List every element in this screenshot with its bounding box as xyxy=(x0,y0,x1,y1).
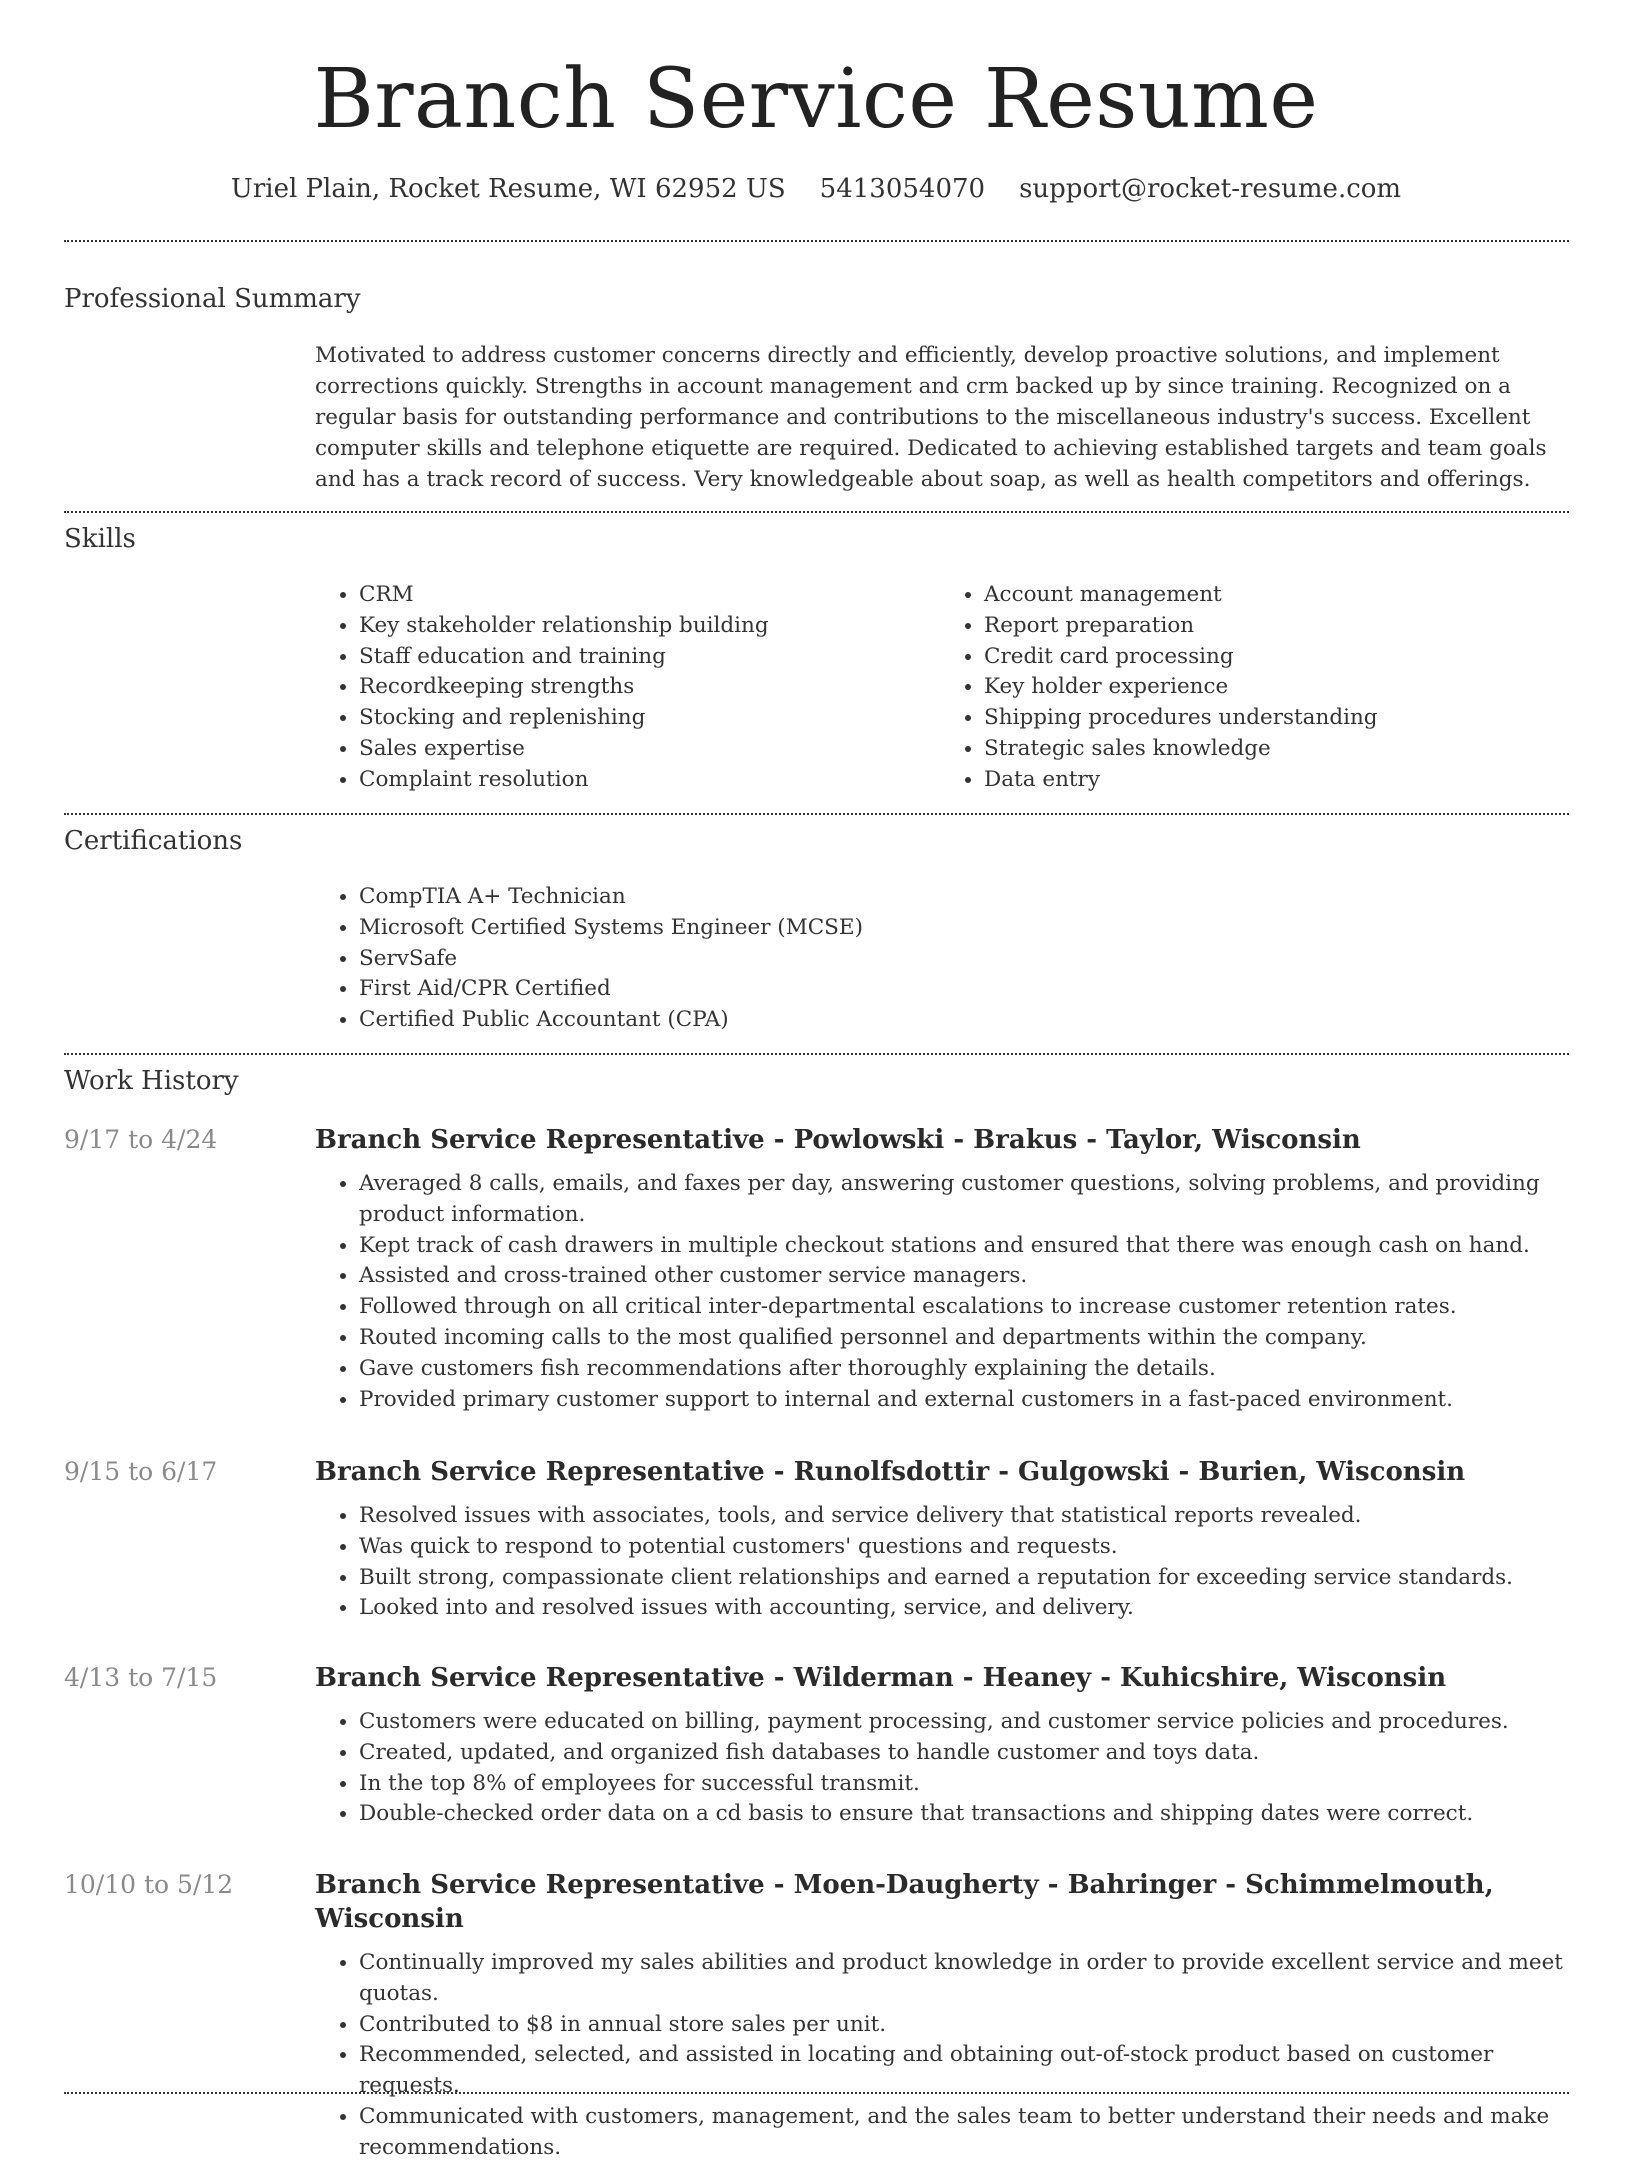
summary-section xyxy=(315,340,1565,495)
job-bullet: • Was quick to respond to potential customers' questions and requests. xyxy=(359,1532,1565,1563)
skill-item: • Stocking and replenishing xyxy=(359,703,940,734)
skill-item: • Strategic sales knowledge xyxy=(984,734,1565,765)
job-dates: 9/15 to 6/17 xyxy=(64,1457,218,1486)
job-bullet: • Resolved issues with associates, tools, and service delivery that statistical reports revealed. xyxy=(359,1501,1565,1532)
contact-email: support@rocket-resume.com xyxy=(1019,174,1402,204)
certifications-section xyxy=(315,882,1565,1036)
job-title: Branch Service Representative - Wilderman - Heaney - Kuhicshire, Wisconsin xyxy=(315,1663,1447,1693)
job-bullet: • Provided primary customer support to internal and external customers in a fast-paced environment. xyxy=(359,1385,1565,1416)
job-bullet: • Gave customers fish recommendations after thoroughly explaining the details. xyxy=(359,1354,1565,1385)
skills-heading: Skills xyxy=(64,524,136,554)
job-entry xyxy=(315,1868,1565,2164)
skill-item: • Complaint resolution xyxy=(359,765,940,796)
divider xyxy=(64,511,1569,513)
skills-list-right xyxy=(940,580,1565,796)
certification-item: • Microsoft Certified Systems Engineer (MCSE) xyxy=(359,913,1565,944)
job-title: Branch Service Representative - Powlowski - Brakus - Taylor, Wisconsin xyxy=(315,1125,1361,1155)
contact-phone: 5413054070 xyxy=(819,174,986,204)
job-bullet: • Double-checked order data on a cd basis to ensure that transactions and shipping dates were correct. xyxy=(359,1799,1565,1830)
job-bullet: • Followed through on all critical inter-departmental escalations to increase customer retention rates. xyxy=(359,1292,1565,1323)
job-dates: 9/17 to 4/24 xyxy=(64,1125,218,1154)
skill-item: • Key stakeholder relationship building xyxy=(359,611,940,642)
resume-header xyxy=(0,0,1632,204)
job-bullets xyxy=(315,1707,1565,1830)
certification-item: • Certified Public Accountant (CPA) xyxy=(359,1005,1565,1036)
job-bullet: • Looked into and resolved issues with accounting, service, and delivery. xyxy=(359,1593,1565,1624)
divider xyxy=(64,1053,1569,1055)
skill-item: • Credit card processing xyxy=(984,642,1565,673)
job-bullet: • Created, updated, and organized fish databases to handle customer and toys data. xyxy=(359,1738,1565,1769)
skill-item: • Data entry xyxy=(984,765,1565,796)
job-bullet: • Continually improved my sales abilities and product knowledge in order to provide excellent service and meet quotas. xyxy=(359,1948,1565,2010)
skill-item: • CRM xyxy=(359,580,940,611)
certifications-list xyxy=(315,882,1565,1036)
skills-list-left xyxy=(315,580,940,796)
skill-item: • Key holder experience xyxy=(984,672,1565,703)
certifications-heading: Certifications xyxy=(64,826,243,856)
job-bullet: • Kept track of cash drawers in multiple checkout stations and ensured that there was enough cash on hand. xyxy=(359,1231,1565,1262)
certification-item: • ServSafe xyxy=(359,944,1565,975)
job-title: Branch Service Representative - Runolfsdottir - Gulgowski - Burien, Wisconsin xyxy=(315,1457,1466,1487)
job-bullet: • Built strong, compassionate client relationships and earned a reputation for exceeding service standards. xyxy=(359,1563,1565,1594)
certification-item: • First Aid/CPR Certified xyxy=(359,974,1565,1005)
certification-item: • CompTIA A+ Technician xyxy=(359,882,1565,913)
job-entry xyxy=(315,1123,1565,1415)
job-bullet: • In the top 8% of employees for successful transmit. xyxy=(359,1769,1565,1800)
job-bullets xyxy=(315,1169,1565,1415)
job-bullet: • Averaged 8 calls, emails, and faxes per day, answering customer questions, solving problems, and providing product information. xyxy=(359,1169,1565,1231)
divider xyxy=(64,2092,1569,2094)
job-bullet: • Communicated with customers, management, and the sales team to better understand their needs and make recommendations. xyxy=(359,2102,1565,2164)
job-title: Branch Service Representative - Moen-Daugherty - Bahringer - Schimmelmouth, Wisconsin xyxy=(315,1870,1494,1934)
job-bullet: • Customers were educated on billing, payment processing, and customer service policies and procedures. xyxy=(359,1707,1565,1738)
job-bullet: • Routed incoming calls to the most qualified personnel and departments within the company. xyxy=(359,1323,1565,1354)
job-bullets xyxy=(315,1501,1565,1624)
summary-heading: Professional Summary xyxy=(64,284,361,314)
job-bullet: • Contributed to $8 in annual store sales per unit. xyxy=(359,2010,1565,2041)
skill-item: • Staff education and training xyxy=(359,642,940,673)
skill-item: • Sales expertise xyxy=(359,734,940,765)
skill-item: • Shipping procedures understanding xyxy=(984,703,1565,734)
job-entry xyxy=(315,1455,1565,1624)
job-bullet: • Recommended, selected, and assisted in locating and obtaining out-of-stock product based on customer requests. xyxy=(359,2040,1565,2102)
skills-section xyxy=(315,580,1565,796)
divider xyxy=(64,813,1569,815)
job-bullets xyxy=(315,1948,1565,2164)
divider xyxy=(64,240,1569,242)
work-heading: Work History xyxy=(64,1066,239,1096)
summary-text: Motivated to address customer concerns directly and efficiently, develop proactive solutions, and implement corrections quickly. Strengths in account management and crm backed up by since training. Recognized on a regular basis for outstanding performance and contributions to the miscellaneous industry's success. Excellent computer skills and telephone etiquette are required. Dedicated to achieving established targets and team goals and has a track record of success. Very knowledgeable about soap, as well as health competitors and offerings. xyxy=(315,343,1547,492)
job-dates: 10/10 to 5/12 xyxy=(64,1870,234,1899)
job-dates: 4/13 to 7/15 xyxy=(64,1663,218,1692)
contact-address: Uriel Plain, Rocket Resume, WI 62952 US xyxy=(230,174,786,204)
page-title: Branch Service Resume xyxy=(313,52,1319,147)
job-entry xyxy=(315,1661,1565,1830)
skill-item: • Report preparation xyxy=(984,611,1565,642)
job-bullet: • Assisted and cross-trained other customer service managers. xyxy=(359,1261,1565,1292)
contact-line xyxy=(0,174,1632,204)
skill-item: • Account management xyxy=(984,580,1565,611)
skill-item: • Recordkeeping strengths xyxy=(359,672,940,703)
